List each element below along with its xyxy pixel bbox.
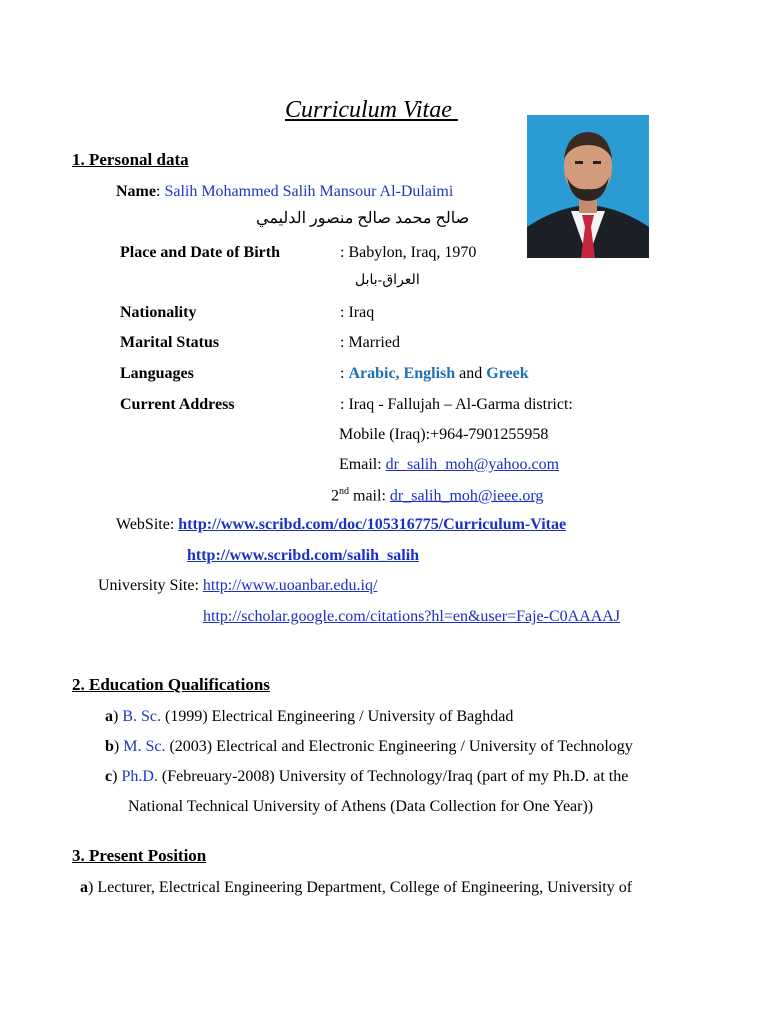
marital-value: : Married: [340, 334, 400, 351]
name-value: Salih Mohammed Salih Mansour Al-Dulaimi: [164, 183, 454, 200]
website-row: WebSite: http://www.scribd.com/doc/105316775/Curriculum-Vitae: [116, 516, 567, 533]
website-row-2: [187, 548, 419, 564]
second-email-row: 2nd mail: dr_salih_moh@ieee.org: [331, 486, 544, 505]
email-row: Email: dr_salih_moh@yahoo.com: [339, 456, 560, 473]
degree-msc: M. Sc.: [123, 738, 166, 755]
present-position-heading: 3. Present Position: [72, 846, 207, 865]
website-link-profile[interactable]: http://www.scribd.com/salih_salih: [187, 547, 420, 564]
address-label: Current Address: [120, 396, 235, 413]
education-item: a) B. Sc. (1999) Electrical Engineering / University of Baghdad: [105, 708, 514, 725]
education-item-continuation: National Technical University of Athens (Data Collection for One Year)): [128, 798, 594, 815]
second-email-link[interactable]: dr_salih_moh@ieee.org: [389, 487, 544, 505]
birth-label: Place and Date of Birth: [120, 244, 280, 261]
education-heading: 2. Education Qualifications: [72, 675, 270, 694]
languages-label: Languages: [120, 365, 194, 382]
marital-label: Marital Status: [120, 334, 220, 351]
university-site-link[interactable]: http://www.uoanbar.edu.iq/: [202, 577, 378, 594]
profile-photo: [527, 115, 649, 258]
name-arabic: صالح محمد صالح منصور الدليمي: [256, 210, 470, 227]
birth-arabic: العراق-بابل: [355, 273, 420, 288]
scholar-row: [203, 609, 620, 625]
language-arabic-english: Arabic, English: [348, 365, 456, 382]
mobile-number: Mobile (Iraq):+964-7901255958: [339, 426, 549, 443]
language-greek: Greek: [486, 365, 529, 382]
education-item: c) Ph.D. (Febreuary-2008) University of Technology/Iraq (part of my Ph.D. at the: [105, 768, 629, 785]
degree-bsc: B. Sc.: [122, 708, 161, 725]
email-link[interactable]: dr_salih_moh@yahoo.com: [385, 456, 560, 473]
nationality-label: Nationality: [120, 304, 197, 321]
degree-phd: Ph.D.: [121, 768, 158, 785]
name-row: Name: Salih Mohammed Salih Mansour Al-Dulaimi: [116, 183, 454, 200]
page-title: Curriculum Vitae: [285, 97, 452, 123]
website-link-cv[interactable]: http://www.scribd.com/doc/105316775/Curriculum-Vitae: [178, 516, 567, 533]
scholar-link[interactable]: http://scholar.google.com/citations?hl=en&user=Faje-C0AAAAJ: [203, 608, 621, 625]
university-site-row: University Site: http://www.uoanbar.edu.iq/: [98, 577, 378, 594]
nationality-value: : Iraq: [340, 304, 375, 321]
languages-value: : Arabic, English and Greek: [340, 365, 529, 382]
education-item: b) M. Sc. (2003) Electrical and Electronic Engineering / University of Technology: [105, 738, 633, 755]
name-label: Name: [116, 183, 156, 200]
personal-data-heading: 1. Personal data: [72, 150, 189, 169]
birth-value: : Babylon, Iraq, 1970: [340, 244, 477, 261]
address-value: : Iraq - Fallujah – Al-Garma district:: [340, 396, 573, 413]
position-item: a) Lecturer, Electrical Engineering Department, College of Engineering, University of: [80, 879, 633, 896]
